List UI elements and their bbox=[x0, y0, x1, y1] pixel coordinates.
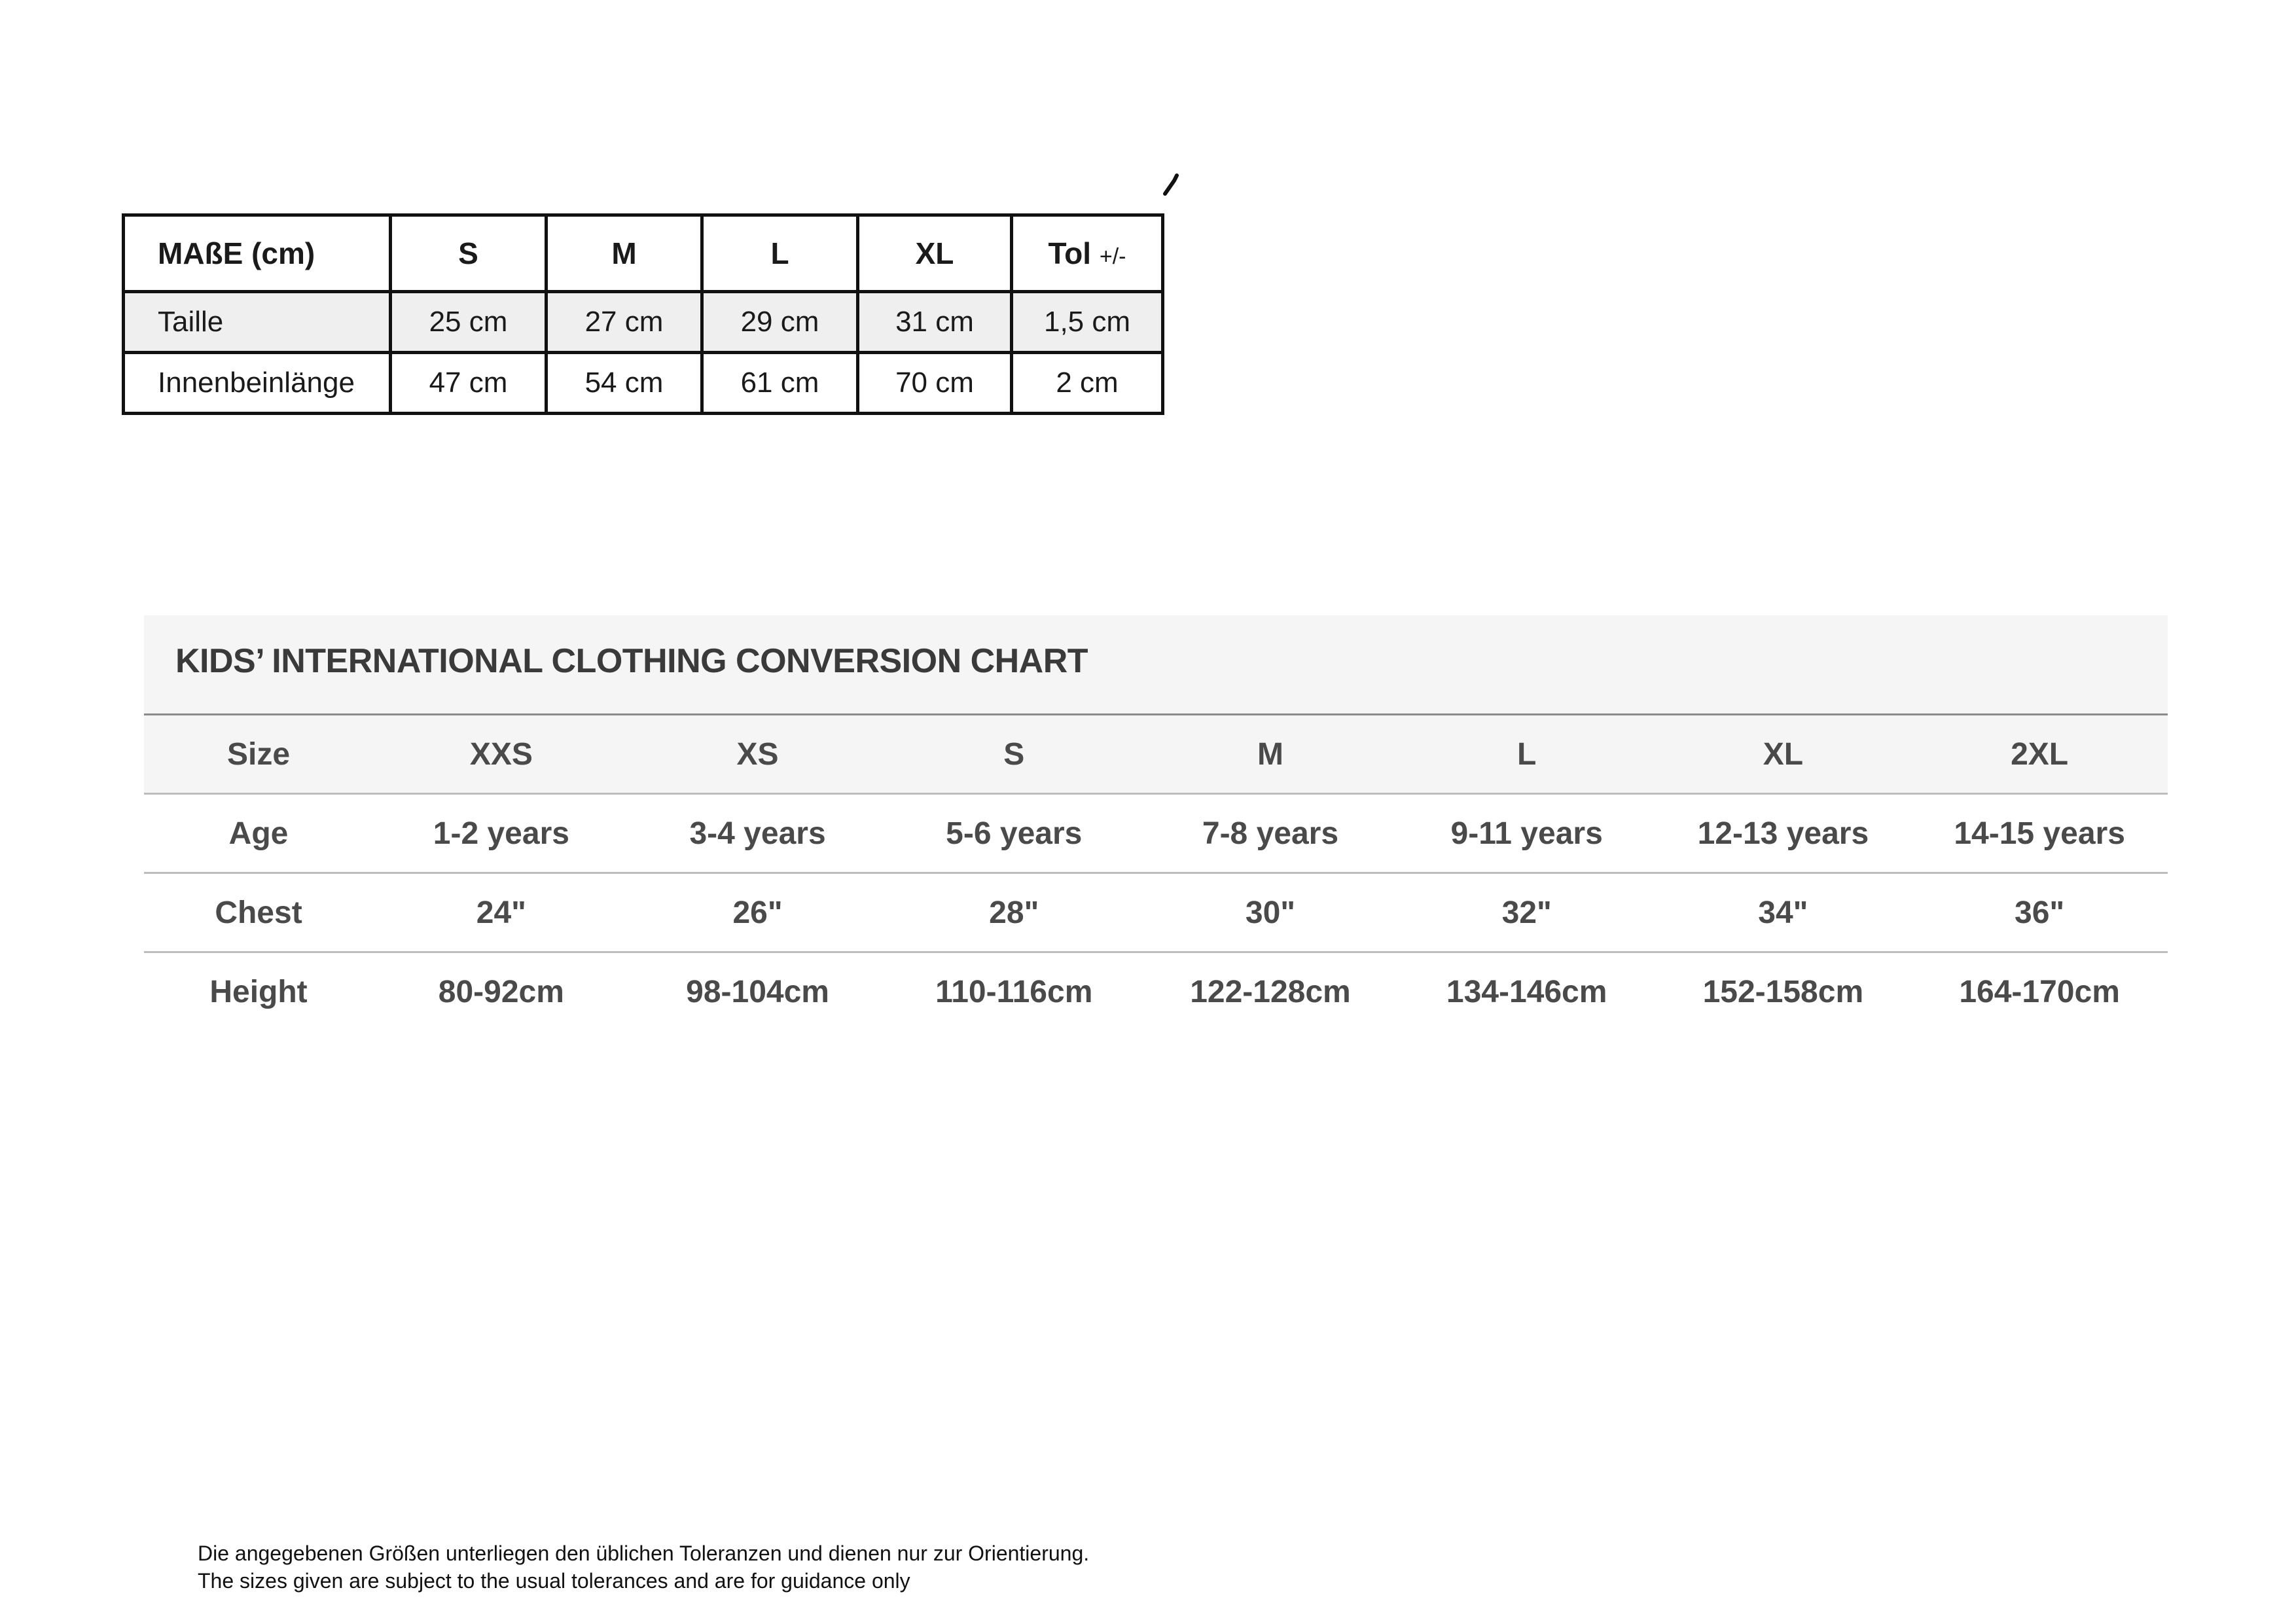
kids-chart-title: KIDS’ INTERNATIONAL CLOTHING CONVERSION CHART bbox=[175, 642, 1088, 680]
footnote-german: Die angegebenen Größen unterliegen den üblichen Toleranzen und dienen nur zur Orientierung. bbox=[198, 1542, 1090, 1565]
table-cell: M bbox=[1142, 715, 1399, 794]
table-cell: 28" bbox=[886, 873, 1142, 952]
header-size: S bbox=[391, 215, 547, 292]
table-cell: 9-11 years bbox=[1399, 794, 1655, 873]
row-label: Innenbeinlänge bbox=[124, 353, 391, 414]
table-cell: 29 cm bbox=[702, 292, 858, 353]
table-cell: 26" bbox=[630, 873, 886, 952]
table-cell: 110-116cm bbox=[935, 974, 1093, 1009]
header-tolerance: Tol +/- bbox=[1012, 215, 1163, 292]
measurements-header-row bbox=[124, 215, 1163, 292]
kids-chart-table bbox=[144, 713, 2168, 1030]
table-cell: 36" bbox=[1911, 873, 2168, 952]
table-cell: 5-6 years bbox=[886, 794, 1142, 873]
footnote-english: The sizes given are subject to the usual tolerances and are for guidance only bbox=[198, 1569, 910, 1593]
measurements-header-label: MAßE (cm) bbox=[124, 215, 391, 292]
footnote bbox=[198, 1540, 1089, 1595]
table-row bbox=[144, 715, 2168, 794]
table-cell: 30" bbox=[1142, 873, 1399, 952]
row-label: Chest bbox=[144, 873, 373, 952]
table-cell: 134-146cm bbox=[1446, 974, 1607, 1009]
tolerance-cell: 2 cm bbox=[1012, 353, 1163, 414]
row-label: Size bbox=[144, 715, 373, 794]
table-cell: 152-158cm bbox=[1702, 974, 1864, 1009]
table-cell: 31 cm bbox=[858, 292, 1012, 353]
row-label: Age bbox=[144, 794, 373, 873]
table-row bbox=[144, 794, 2168, 873]
table-row bbox=[144, 952, 2168, 1031]
table-cell: 34" bbox=[1655, 873, 1912, 952]
table-cell: 25 cm bbox=[391, 292, 547, 353]
row-label: Taille bbox=[124, 292, 391, 353]
row-label: Height bbox=[209, 974, 308, 1009]
header-size: L bbox=[702, 215, 858, 292]
table-cell: 27 cm bbox=[547, 292, 702, 353]
table-cell: XL bbox=[1655, 715, 1912, 794]
stray-pen-mark bbox=[1162, 171, 1179, 198]
table-cell: 3-4 years bbox=[630, 794, 886, 873]
table-cell: 98-104cm bbox=[686, 974, 829, 1009]
table-cell: 32" bbox=[1399, 873, 1655, 952]
table-cell: 54 cm bbox=[547, 353, 702, 414]
measurements-table bbox=[122, 213, 1164, 415]
table-row bbox=[124, 353, 1163, 414]
table-cell: L bbox=[1399, 715, 1655, 794]
table-cell: 164-170cm bbox=[1959, 974, 2120, 1009]
table-cell: 47 cm bbox=[391, 353, 547, 414]
table-cell: XXS bbox=[373, 715, 630, 794]
table-cell: 2XL bbox=[1911, 715, 2168, 794]
table-cell: 80-92cm bbox=[438, 974, 564, 1009]
table-cell: XS bbox=[630, 715, 886, 794]
table-cell: 61 cm bbox=[702, 353, 858, 414]
table-cell: 70 cm bbox=[858, 353, 1012, 414]
table-cell: 122-128cm bbox=[1190, 974, 1351, 1009]
tolerance-cell: 1,5 cm bbox=[1012, 292, 1163, 353]
table-cell: 1-2 years bbox=[373, 794, 630, 873]
table-cell: 12-13 years bbox=[1655, 794, 1912, 873]
table-cell: S bbox=[886, 715, 1142, 794]
table-cell: 24" bbox=[373, 873, 630, 952]
table-row bbox=[124, 292, 1163, 353]
kids-chart-title-bar bbox=[144, 615, 2168, 713]
table-cell: 7-8 years bbox=[1142, 794, 1399, 873]
kids-conversion-chart bbox=[144, 615, 2168, 1030]
table-cell: 14-15 years bbox=[1911, 794, 2168, 873]
header-size: XL bbox=[858, 215, 1012, 292]
table-row bbox=[144, 873, 2168, 952]
header-size: M bbox=[547, 215, 702, 292]
